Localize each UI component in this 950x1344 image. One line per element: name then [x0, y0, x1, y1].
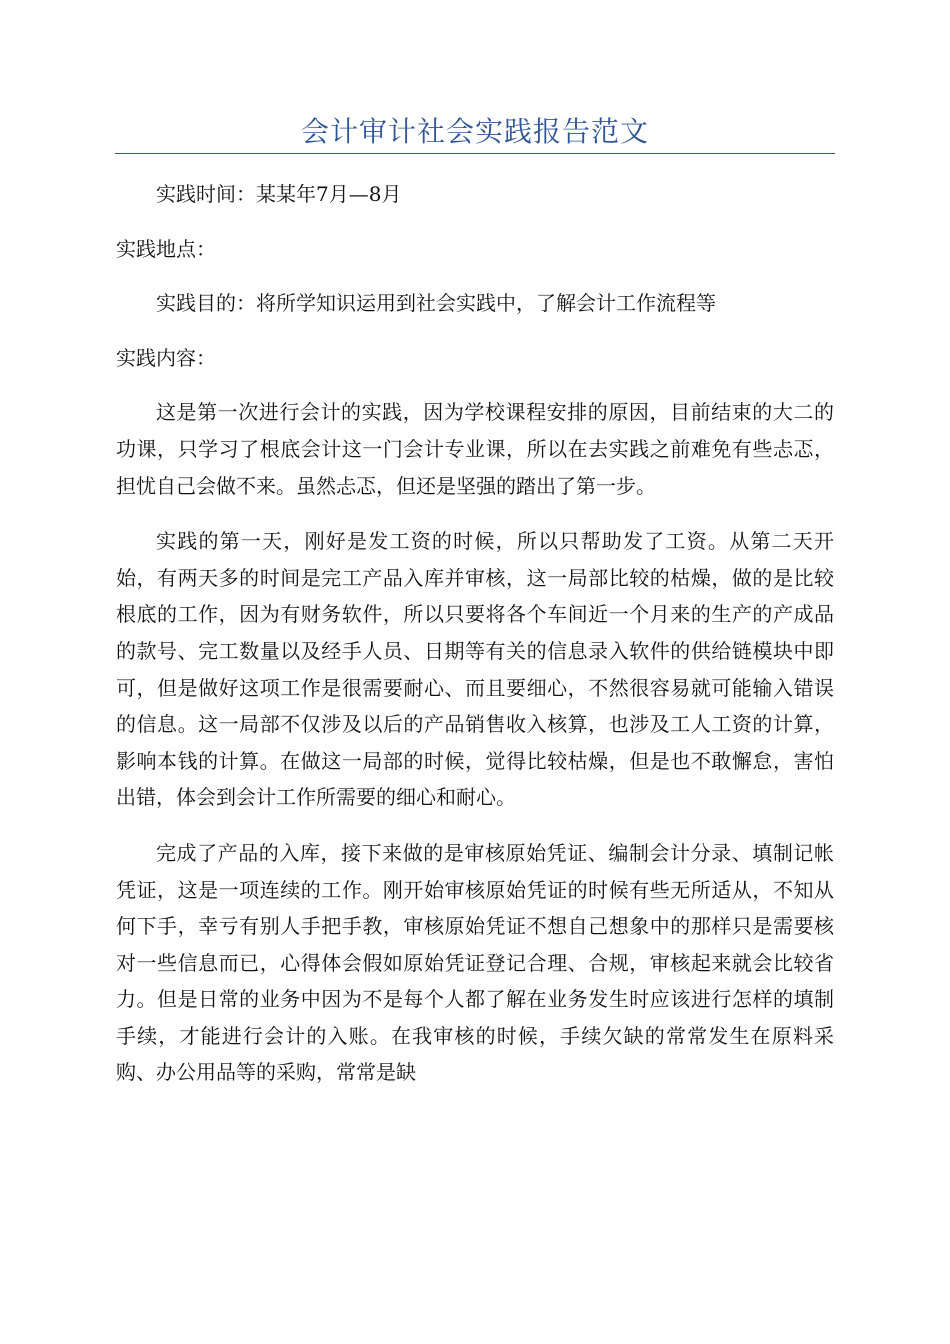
document-title: 会计审计社会实践报告范文: [300, 115, 649, 148]
practice-time: 实践时间：某某年7月—8月: [156, 182, 402, 206]
document-body: [116, 176, 834, 1091]
practice-place: 实践地点：: [116, 236, 216, 261]
practice-purpose: 实践目的：将所学知识运用到社会实践中，了解会计工作流程等: [156, 291, 716, 316]
body-paragraph: 这是第一次进行会计的实践，因为学校课程安排的原因，目前结束的大二的功课，只学习了根底会计这一门会计专业课，所以在去实践之前难免有些忐忑，担忧自己会做不来。虽然忐忑，但还是坚强的踏出了第一步。: [116, 400, 834, 498]
title-underline: [115, 153, 835, 154]
practice-content-label: 实践内容：: [116, 345, 216, 370]
body-paragraph: 实践的第一天，刚好是发工资的时候，所以只帮助发了工资。从第二天开始，有两天多的时间是完工产品入库并审核，这一局部比较的枯燥，做的是比较根底的工作，因为有财务软件，所以只要将各个车间近一个月来的生产的产成品的款号、完工数量以及经手人员、日期等有关的信息录入软件的供给链模块中即可，但是做好这项工作是很需要耐心、而且要细心，不然很容易就可能输入错误的信息。这一局部不仅涉及以后的产品销售收入核算，也涉及工人工资的计算，影响本钱的计算。在做这一局部的时候，觉得比较枯燥，但是也不敢懈怠，害怕出错，体会到会计工作所需要的细心和耐心。: [116, 529, 834, 810]
body-paragraph: 完成了产品的入库，接下来做的是审核原始凭证、编制会计分录、填制记帐凭证，这是一项连续的工作。刚开始审核原始凭证的时候有些无所适从，不知从何下手，幸亏有别人手把手教，审核原始凭证不想自己想象中的那样只是需要核对一些信息而已，心得体会假如原始凭证登记合理、合规，审核起来就会比较省力。但是日常的业务中因为不是每个人都了解在业务发生时应该进行怎样的填制手续，才能进行会计的入账。在我审核的时候，手续欠缺的常常发生在原料采购、办公用品等的采购，常常是缺: [116, 840, 834, 1085]
